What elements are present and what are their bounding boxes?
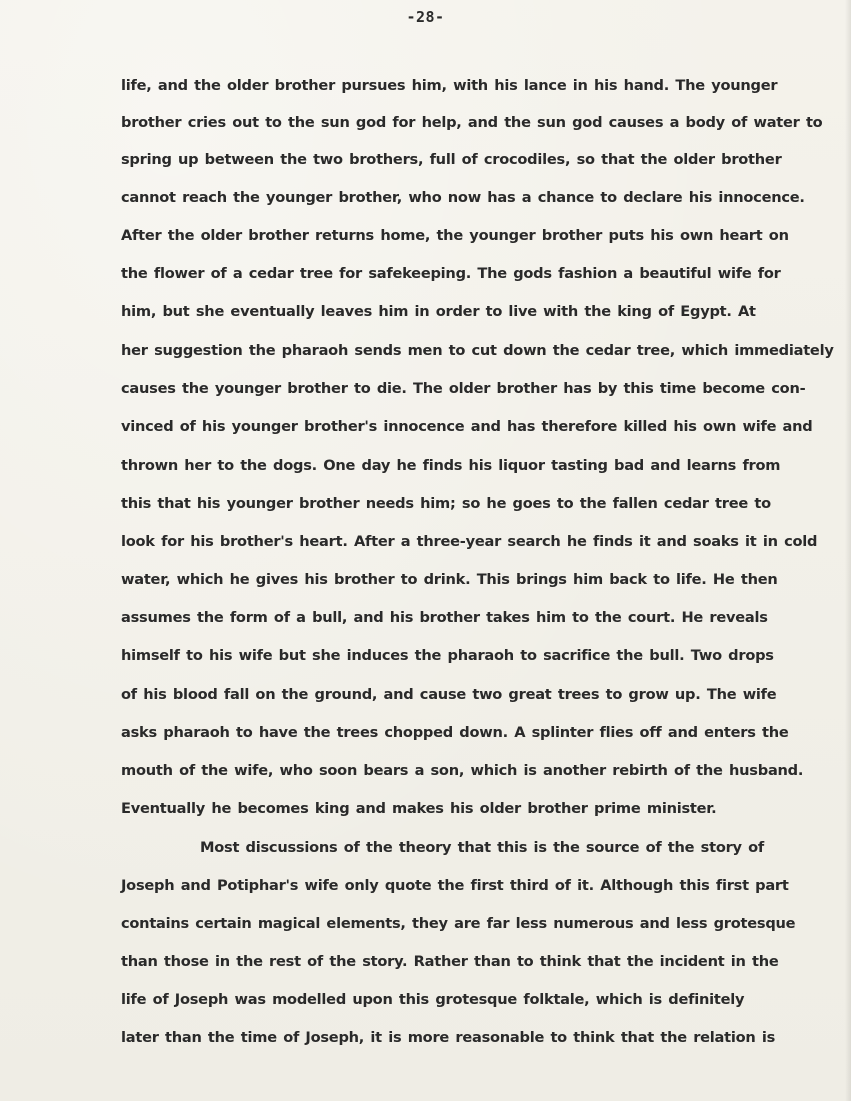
text-line: contains certain magical elements, they are far less numerous and less grotesque	[121, 915, 796, 932]
text-line: cannot reach the younger brother, who now has a chance to declare his innocence.	[121, 189, 805, 206]
text-line: spring up between the two brothers, full of crocodiles, so that the older brother	[121, 151, 782, 168]
text-line: the flower of a cedar tree for safekeeping. The gods fashion a beautiful wife for	[121, 265, 781, 282]
text-line: Eventually he becomes king and makes his older brother prime minister.	[121, 800, 717, 817]
text-line: asks pharaoh to have the trees chopped down. A splinter flies off and enters the	[121, 724, 789, 741]
text-line: mouth of the wife, who soon bears a son, which is another rebirth of the husband.	[121, 762, 804, 779]
text-line: of his blood fall on the ground, and cause two great trees to grow up. The wife	[121, 686, 777, 703]
text-line: brother cries out to the sun god for help, and the sun god causes a body of water to	[121, 114, 823, 131]
paragraph-first-line: Most discussions of the theory that this is the source of the story of	[200, 839, 765, 856]
text-line: life of Joseph was modelled upon this grotesque folktale, which is definitely	[121, 991, 745, 1008]
text-line: thrown her to the dogs. One day he finds his liquor tasting bad and learns from	[121, 457, 781, 474]
page-number: -28-	[406, 8, 445, 26]
text-line: After the older brother returns home, the younger brother puts his own heart on	[121, 227, 789, 244]
text-line: him, but she eventually leaves him in order to live with the king of Egypt. At	[121, 303, 756, 320]
text-line: this that his younger brother needs him; so he goes to the fallen cedar tree to	[121, 495, 771, 512]
text-line: causes the younger brother to die. The older brother has by this time become con-	[121, 380, 806, 397]
text-line: her suggestion the pharaoh sends men to cut down the cedar tree, which immediately	[121, 342, 834, 359]
text-line: Joseph and Potiphar's wife only quote the first third of it. Although this first part	[121, 877, 789, 894]
text-line: assumes the form of a bull, and his brother takes him to the court. He reveals	[121, 609, 768, 626]
text-line: life, and the older brother pursues him, with his lance in his hand. The younger	[121, 77, 778, 94]
text-line: than those in the rest of the story. Rather than to think that the incident in the	[121, 953, 779, 970]
text-line: look for his brother's heart. After a three-year search he finds it and soaks it in cold	[121, 533, 818, 550]
text-line: later than the time of Joseph, it is more reasonable to think that the relation is	[121, 1029, 776, 1046]
text-line: himself to his wife but she induces the pharaoh to sacrifice the bull. Two drops	[121, 647, 774, 664]
text-line: water, which he gives his brother to drink. This brings him back to life. He then	[121, 571, 778, 588]
text-line: vinced of his younger brother's innocence and has therefore killed his own wife and	[121, 418, 813, 435]
